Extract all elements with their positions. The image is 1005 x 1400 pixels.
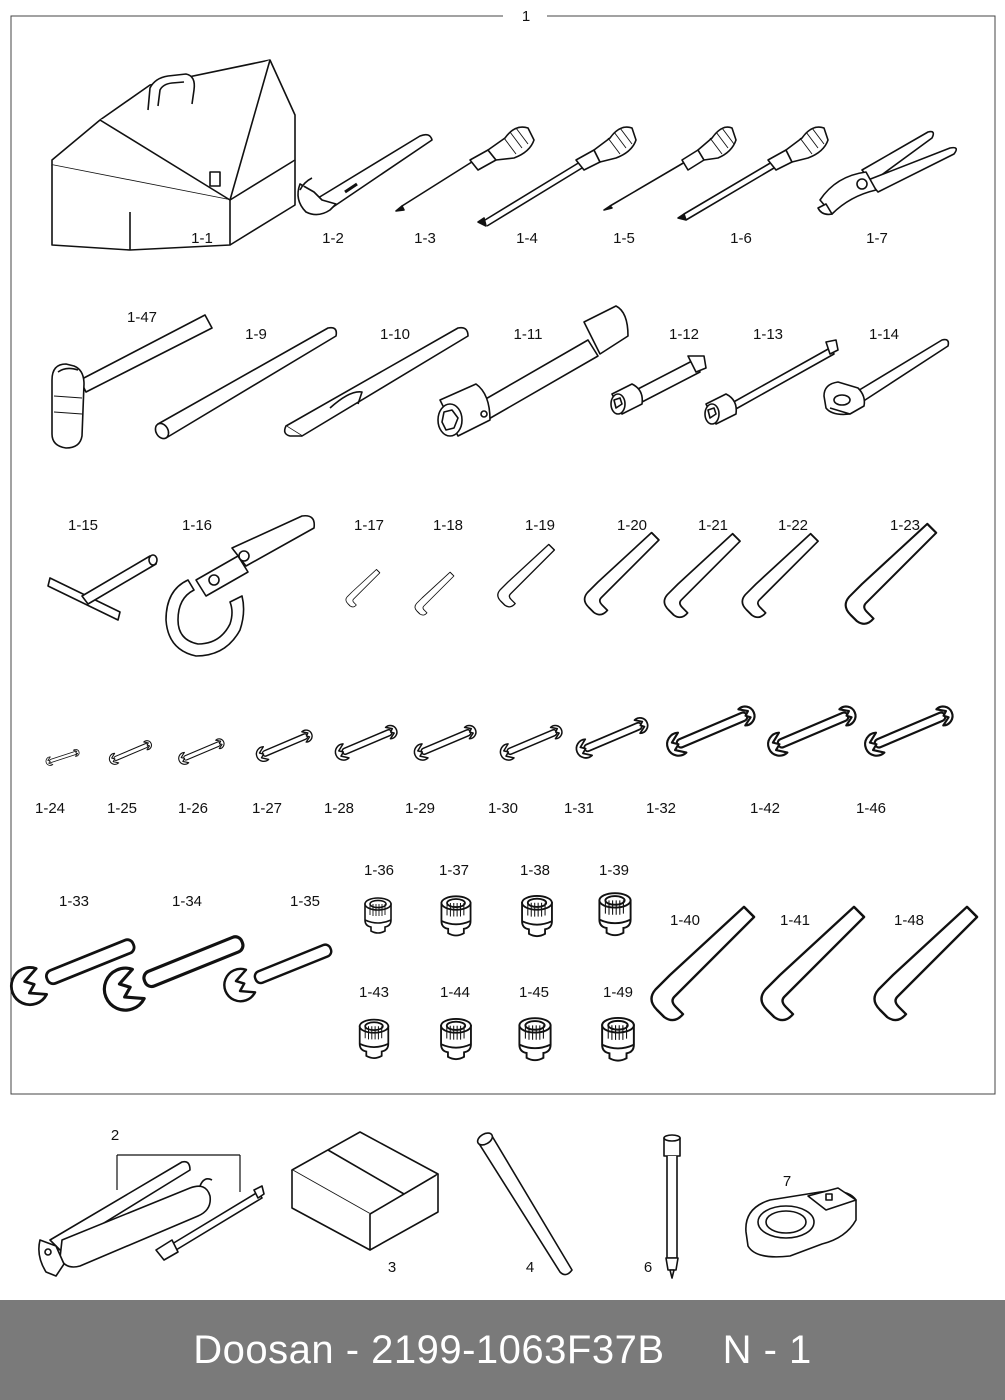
label-1-12: 1-12 [668, 326, 700, 343]
hex-key-1-18-icon [415, 572, 454, 615]
label-1-46: 1-46 [855, 800, 887, 817]
extension-6-icon [664, 1135, 680, 1278]
wrench-1-46-icon [862, 702, 957, 760]
label-1-16: 1-16 [181, 517, 213, 534]
label-1-7: 1-7 [866, 230, 888, 247]
label-1-28: 1-28 [323, 800, 355, 817]
label-1-1: 1-1 [191, 230, 213, 247]
label-1-36: 1-36 [363, 862, 395, 879]
hex-key-1-23-icon [846, 524, 937, 624]
label-7: 7 [782, 1173, 792, 1190]
label-1-24: 1-24 [34, 800, 66, 817]
footer-separator: - [334, 1327, 372, 1372]
wrench-1-26-icon [177, 736, 226, 766]
footer-brand: Doosan [193, 1327, 335, 1372]
label-1-38: 1-38 [519, 862, 551, 879]
wrench-1-31-icon [574, 714, 651, 761]
hex-key-1-40-icon [651, 907, 754, 1020]
wrench-1-25-icon [108, 738, 154, 766]
toolbox-icon [52, 60, 295, 250]
hex-key-1-22-icon [742, 534, 818, 618]
socket-1-38-icon [522, 896, 552, 936]
hammer-icon [52, 315, 212, 448]
wrench-1-42-icon [765, 702, 860, 760]
label-2: 2 [110, 1127, 120, 1144]
wrench-1-34-icon [98, 923, 250, 1017]
label-1-14: 1-14 [868, 326, 900, 343]
label-1-5: 1-5 [613, 230, 635, 247]
label-1-29: 1-29 [404, 800, 436, 817]
footer-page: N - 1 [722, 1327, 812, 1372]
socket-1-37-icon [441, 896, 470, 935]
label-1-17: 1-17 [353, 517, 385, 534]
label-1-2: 1-2 [322, 230, 344, 247]
ratchet-ring-7-icon [746, 1188, 856, 1257]
label-1-23: 1-23 [889, 517, 921, 534]
label-1-31: 1-31 [563, 800, 595, 817]
label-1-34: 1-34 [171, 893, 203, 910]
hex-key-1-20-icon [585, 533, 659, 615]
label-1-43: 1-43 [358, 984, 390, 1001]
label-1-35: 1-35 [289, 893, 321, 910]
label-1-26: 1-26 [177, 800, 209, 817]
footer-bar [0, 1300, 1005, 1400]
socket-1-39-icon [599, 893, 630, 935]
socket-1-49-icon [602, 1018, 634, 1061]
label-1-6: 1-6 [730, 230, 752, 247]
wrench-1-30-icon [498, 722, 565, 762]
label-1-47: 1-47 [126, 309, 158, 326]
adjustable-wrench-icon [298, 135, 432, 215]
hex-key-1-41-icon [761, 907, 864, 1020]
wrench-1-27-icon [254, 727, 314, 764]
label-1-45: 1-45 [518, 984, 550, 1001]
label-1-10: 1-10 [379, 326, 411, 343]
label-1-49: 1-49 [602, 984, 634, 1001]
pliers-icon [818, 132, 956, 215]
wrench-1-28-icon [333, 722, 400, 762]
label-1-48: 1-48 [893, 912, 925, 929]
label-1-44: 1-44 [439, 984, 471, 1001]
label-6: 6 [643, 1259, 653, 1276]
grease-gun-icon [39, 1155, 264, 1276]
label-1-30: 1-30 [487, 800, 519, 817]
hex-key-1-19-icon [498, 544, 555, 606]
label-group-1: 1 [521, 8, 531, 25]
label-1-4: 1-4 [516, 230, 538, 247]
screwdriver-1-6-icon [678, 127, 828, 220]
label-1-32: 1-32 [645, 800, 677, 817]
label-1-15: 1-15 [67, 517, 99, 534]
footer-gap [665, 1328, 723, 1373]
label-1-11: 1-11 [513, 326, 543, 343]
label-1-9: 1-9 [245, 326, 267, 343]
label-1-3: 1-3 [414, 230, 436, 247]
label-1-13: 1-13 [752, 326, 784, 343]
label-1-41: 1-41 [779, 912, 811, 929]
label-1-25: 1-25 [106, 800, 138, 817]
ratchet-handle-icon [824, 340, 948, 415]
extension-1-12-icon [611, 356, 706, 414]
socket-1-43-icon [360, 1020, 389, 1059]
footer-part-number: 2199-1063F37B [371, 1327, 665, 1372]
carton-box-icon [292, 1132, 438, 1250]
filter-wrench-icon [166, 516, 314, 656]
label-1-39: 1-39 [598, 862, 630, 879]
hex-key-1-21-icon [664, 534, 740, 618]
socket-1-36-icon [365, 898, 391, 933]
extension-1-13-icon [705, 340, 838, 424]
label-1-20: 1-20 [616, 517, 648, 534]
label-3: 3 [387, 1259, 397, 1276]
label-1-37: 1-37 [438, 862, 470, 879]
socket-1-44-icon [441, 1019, 471, 1059]
label-1-33: 1-33 [58, 893, 90, 910]
label-1-27: 1-27 [251, 800, 283, 817]
label-1-42: 1-42 [749, 800, 781, 817]
wrench-1-32-icon [664, 702, 759, 760]
wrench-1-24-icon [45, 748, 80, 767]
label-1-22: 1-22 [777, 517, 809, 534]
label-1-21: 1-21 [697, 517, 729, 534]
label-1-40: 1-40 [669, 912, 701, 929]
socket-1-45-icon [519, 1018, 550, 1060]
bar-4-icon [476, 1131, 572, 1275]
label-1-19: 1-19 [524, 517, 556, 534]
wrench-1-29-icon [412, 722, 479, 762]
hex-key-1-48-icon [874, 907, 977, 1020]
hex-key-1-17-icon [346, 569, 380, 606]
label-4: 4 [525, 1259, 535, 1276]
t-wrench-icon [48, 555, 157, 620]
label-1-18: 1-18 [432, 517, 464, 534]
